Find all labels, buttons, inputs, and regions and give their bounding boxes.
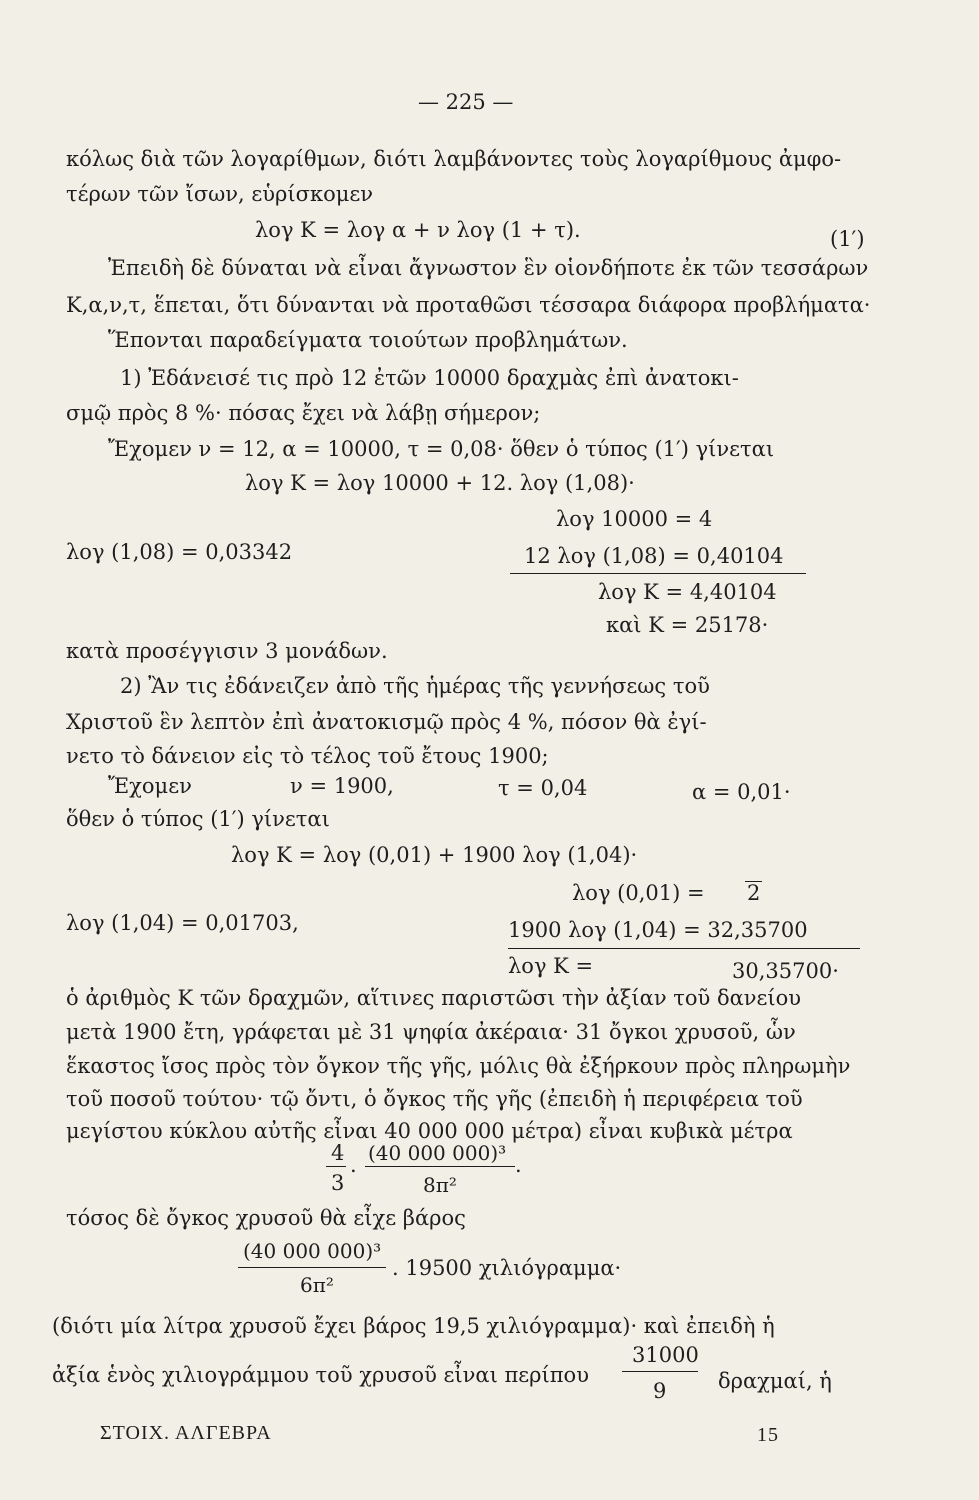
text-line: 1) Ἐδάνεισέ τις πρὸ 12 ἐτῶν 10000 δραχμὰς ἐπὶ ἀνατοκι-	[120, 366, 739, 390]
equation-line: λογ Κ = 4,40104	[598, 580, 777, 604]
text-line: Ἕπονται παραδείγματα τοιούτων προβλημάτων.	[108, 328, 628, 352]
text-line: μετὰ 1900 ἔτη, γράφεται μὲ 31 ψηφία ἀκέραια· 31 ὄγκοι χρυσοῦ, ὧν	[66, 1020, 796, 1044]
text-line: ὅθεν ὁ τύπος (1′) γίνεται	[66, 807, 330, 831]
equation-line: λογ (1,04) = 0,01703,	[66, 911, 299, 935]
sum-rule	[508, 948, 860, 949]
dot: .	[515, 1153, 522, 1177]
fraction-denominator: 3	[331, 1171, 345, 1195]
equation-line: λογ (0,01) =	[572, 881, 705, 905]
equation-line: λογ Κ = λογ 10000 + 12. λογ (1,08)·	[245, 471, 635, 495]
equation-line: . 19500 χιλιόγραμμα·	[392, 1256, 622, 1280]
fraction-bar	[326, 1166, 346, 1167]
equation-tag: (1′)	[830, 227, 865, 251]
equation-line: λογ Κ = λογ α + ν λογ (1 + τ).	[255, 218, 581, 242]
equation-part: ν = 1900,	[290, 774, 394, 798]
text-line: τόσος δὲ ὄγκος χρυσοῦ θὰ εἶχε βάρος	[66, 1206, 466, 1230]
text-line: σμῷ πρὸς 8 %· πόσας ἔχει νὰ λάβῃ σήμερον;	[66, 401, 541, 425]
page-number: — 225 —	[418, 90, 514, 114]
fraction-numerator: 31000	[632, 1343, 699, 1367]
dot: .	[350, 1153, 357, 1177]
text-line: τέρων τῶν ἴσων, εὑρίσκομεν	[66, 182, 374, 206]
text-line: 2) Ἂν τις ἐδάνειζεν ἀπὸ τῆς ἡμέρας τῆς γεννήσεως τοῦ	[120, 674, 710, 698]
fraction-denominator: 9	[653, 1379, 667, 1403]
equation-line: 12 λογ (1,08) = 0,40104	[524, 544, 784, 568]
equation-part: α = 0,01·	[692, 780, 791, 804]
equation-part: τ = 0,04	[498, 776, 588, 800]
fraction-numerator: (40 000 000)³	[368, 1141, 507, 1165]
text-line: νετο τὸ δάνειον εἰς τὸ τέλος τοῦ ἔτους 1900;	[66, 744, 549, 768]
equation-line: 30,35700·	[732, 959, 839, 983]
equation-line: καὶ Κ = 25178·	[606, 613, 769, 637]
fraction-denominator: 8π²	[423, 1173, 457, 1197]
bar-digit: 2	[747, 881, 761, 905]
footer-sheet-number: 15	[757, 1424, 779, 1446]
equation-line: λογ (1,08) = 0,03342	[66, 540, 293, 564]
text-line: Ἐπειδὴ δὲ δύναται νὰ εἶναι ἄγνωστον ἓν οἱονδήποτε ἐκ τῶν τεσσάρων	[108, 256, 869, 280]
text-line: τοῦ ποσοῦ τούτου· τῷ ὄντι, ὁ ὄγκος τῆς γῆς (ἐπειδὴ ἡ περιφέρεια τοῦ	[66, 1087, 803, 1111]
text-line: Ἔχομεν ν = 12, α = 10000, τ = 0,08· ὅθεν ὁ τύπος (1′) γίνεται	[108, 437, 775, 461]
footer-book-title: ΣΤΟΙΧ. ΑΛΓΕΒΡΑ	[100, 1422, 272, 1444]
equation-line: λογ Κ =	[508, 954, 594, 978]
equation-part: Ἔχομεν	[108, 774, 192, 798]
fraction-denominator: 6π²	[300, 1273, 334, 1297]
text-line: ὁ ἀριθμὸς Κ τῶν δραχμῶν, αἵτινες παριστῶσι τὴν ἀξίαν τοῦ δανείου	[66, 986, 802, 1010]
equation-line: λογ Κ = λογ (0,01) + 1900 λογ (1,04)·	[231, 843, 638, 867]
text-line: ἀξία ἑνὸς χιλιογράμμου τοῦ χρυσοῦ εἶναι περίπου	[52, 1363, 589, 1387]
sum-rule	[510, 573, 806, 574]
text-line: ἕκαστος ἴσος πρὸς τὸν ὄγκον τῆς γῆς, μόλις θὰ ἐξήρκουν πρὸς πληρωμὴν	[66, 1054, 851, 1078]
fraction-bar	[622, 1371, 698, 1372]
text-line: κόλως διὰ τῶν λογαρίθμων, διότι λαμβάνοντες τοὺς λογαρίθμους ἀμφο-	[66, 147, 842, 171]
fraction-bar	[365, 1166, 515, 1167]
text-line: Χριστοῦ ἓν λεπτὸν ἐπὶ ἀνατοκισμῷ πρὸς 4 %, πόσον θὰ ἐγί-	[66, 710, 707, 734]
text-line: κατὰ προσέγγισιν 3 μονάδων.	[66, 639, 388, 663]
fraction-numerator: (40 000 000)³	[243, 1239, 382, 1263]
equation-line: λογ 10000 = 4	[556, 507, 713, 531]
fraction-bar	[238, 1267, 386, 1268]
text-line: μεγίστου κύκλου αὐτῆς εἶναι 40 000 000 μέτρα) εἶναι κυβικὰ μέτρα	[66, 1119, 793, 1143]
equation-line: 1900 λογ (1,04) = 32,35700	[508, 918, 808, 942]
text-line: Κ,α,ν,τ, ἕπεται, ὅτι δύνανται νὰ προταθῶσι τέσσαρα διάφορα προβλήματα·	[66, 293, 871, 317]
text-line: (διότι μία λίτρα χρυσοῦ ἔχει βάρος 19,5 χιλιόγραμμα)· καὶ ἐπειδὴ ἡ	[52, 1314, 775, 1338]
fraction-numerator: 4	[331, 1141, 345, 1165]
text-line: δραχμαί, ἡ	[718, 1369, 832, 1393]
